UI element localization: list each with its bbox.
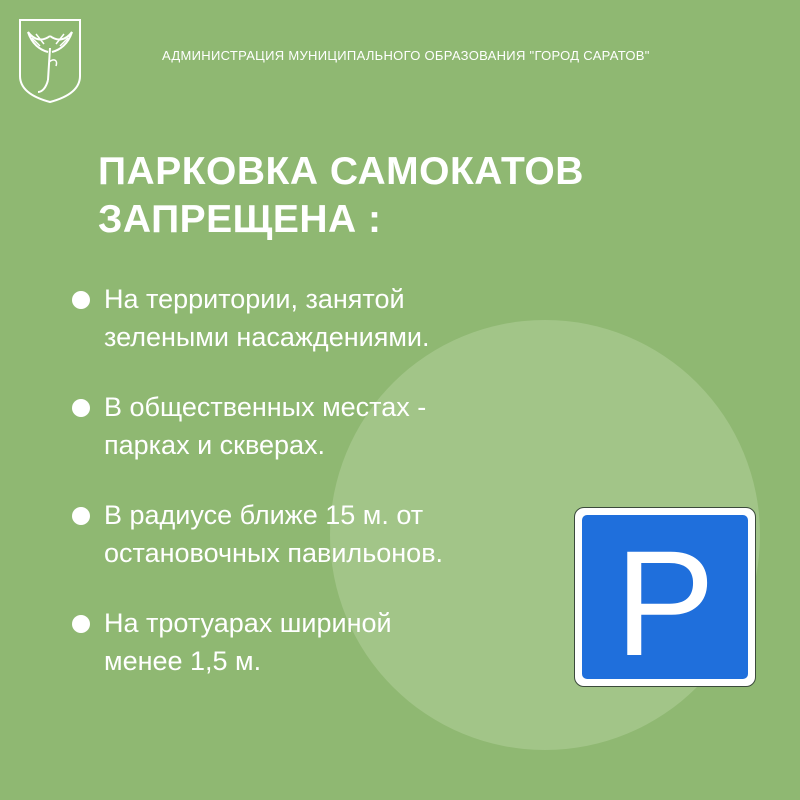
parking-sign-icon xyxy=(574,507,756,687)
parking-letter-text: P xyxy=(614,519,716,679)
rule-text-line-1: На территории, занятой xyxy=(104,284,405,314)
list-item xyxy=(68,496,628,572)
rule-text-line-1: В общественных местах - xyxy=(104,392,427,422)
rule-text-line-2: парках и скверах. xyxy=(104,430,326,460)
rule-text-line-2: менее 1,5 м. xyxy=(104,646,262,676)
bullet-icon xyxy=(72,507,90,525)
title-line-2: ЗАПРЕЩЕНА : xyxy=(98,198,382,241)
page-title xyxy=(98,148,738,244)
organization-name: АДМИНИСТРАЦИЯ МУНИЦИПАЛЬНОГО ОБРАЗОВАНИЯ "ГОРОД САРАТОВ" xyxy=(162,48,650,63)
rule-text-line-1: В радиусе ближе 15 м. от xyxy=(104,500,424,530)
saratov-coat-of-arms-icon xyxy=(18,18,82,104)
bullet-icon xyxy=(72,399,90,417)
parking-letter xyxy=(582,515,748,679)
rule-text-line-2: зелеными насаждениями. xyxy=(104,322,430,352)
rules-list xyxy=(68,280,628,712)
rule-text-line-2: остановочных павильонов. xyxy=(104,538,444,568)
title-line-1: ПАРКОВКА САМОКАТОВ xyxy=(98,150,584,193)
parking-sign-panel xyxy=(582,515,748,679)
bullet-icon xyxy=(72,291,90,309)
list-item xyxy=(68,604,628,680)
list-item xyxy=(68,388,628,464)
list-item xyxy=(68,280,628,356)
rule-text-line-1: На тротуарах шириной xyxy=(104,608,392,638)
bullet-icon xyxy=(72,615,90,633)
